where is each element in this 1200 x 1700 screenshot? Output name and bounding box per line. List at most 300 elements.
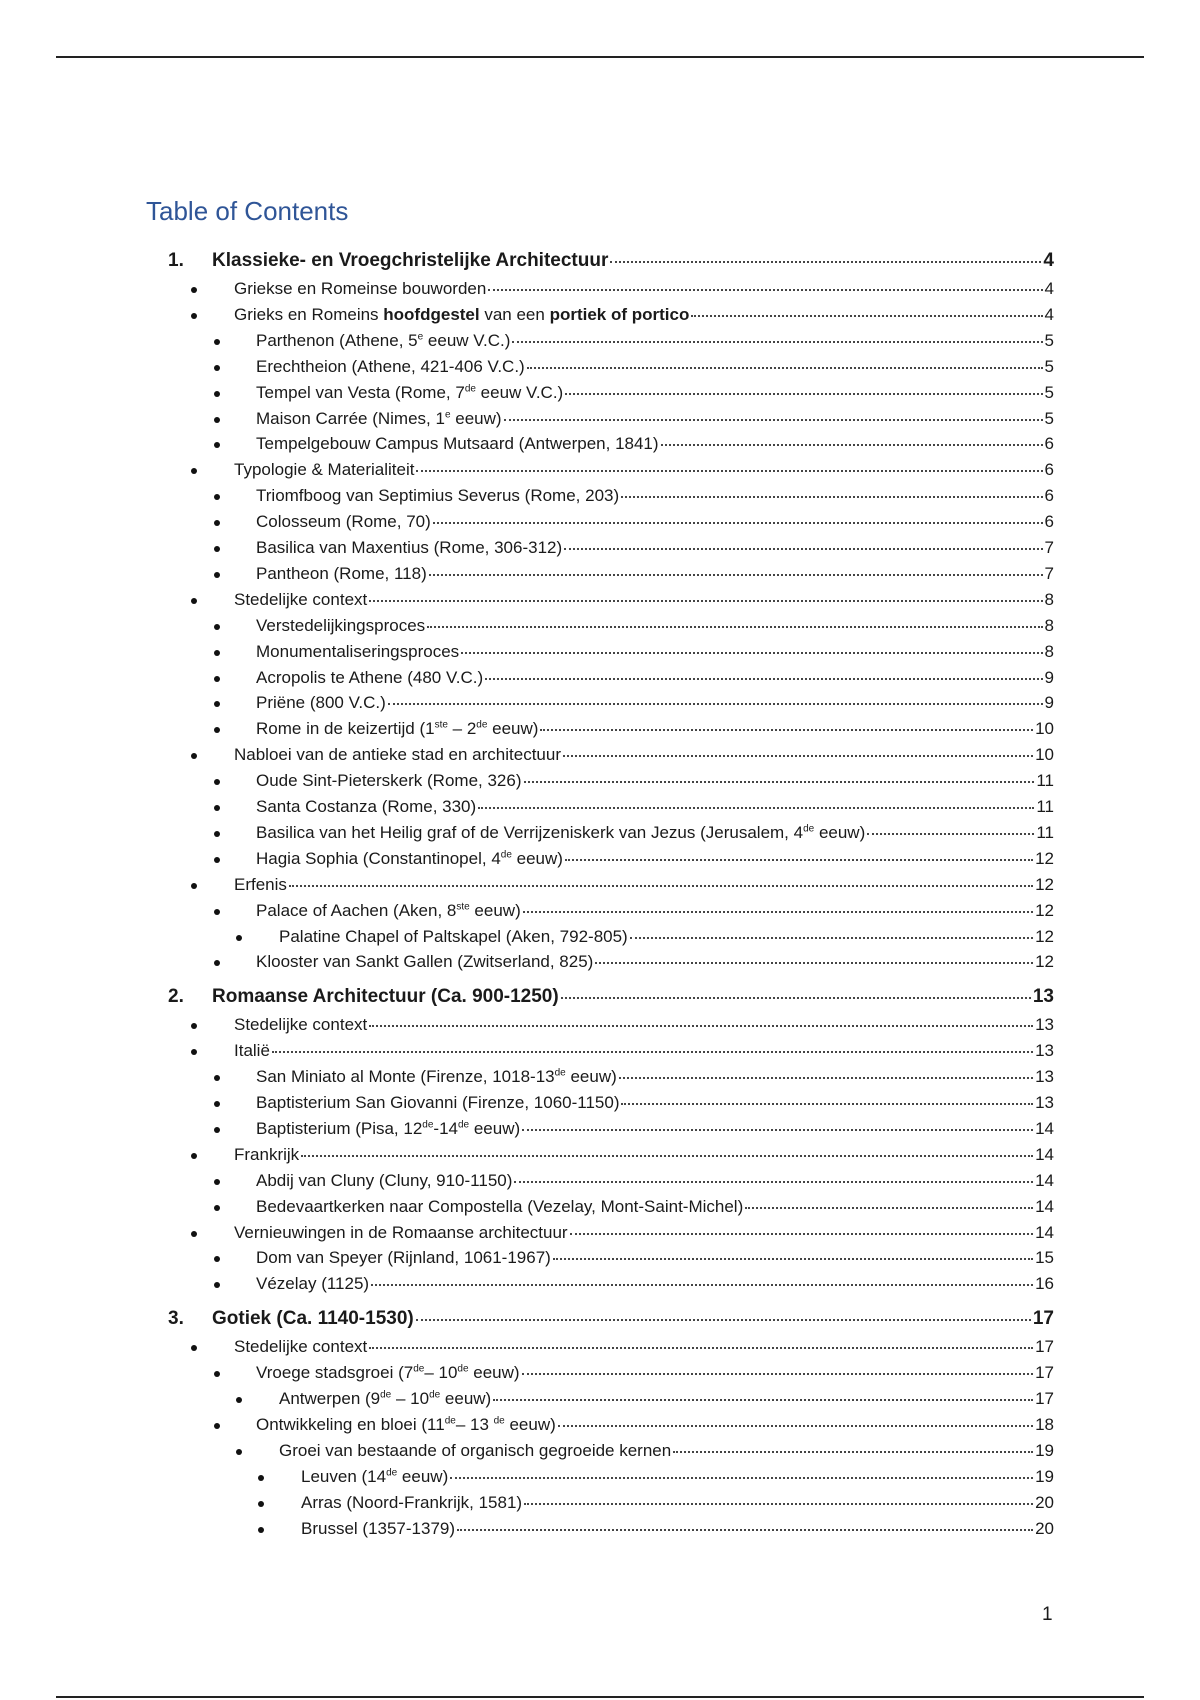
toc-entry-label: [234, 874, 287, 896]
dot-leader: [673, 1451, 1033, 1453]
dot-leader: [488, 289, 1042, 291]
superscript: de: [493, 1415, 505, 1427]
text-run: eeuw): [469, 900, 521, 920]
toc-entry[interactable]: [256, 537, 1054, 559]
toc-entry[interactable]: [234, 1336, 1054, 1358]
text-run: Acropolis te Athene (480 V.C.): [256, 667, 484, 687]
bullet-icon: [214, 1282, 220, 1288]
dot-leader: [524, 781, 1035, 783]
superscript: ste: [434, 719, 448, 731]
text-run: Italië: [234, 1041, 270, 1061]
dot-leader: [504, 419, 1043, 421]
text-run: Rome in de keizertijd (1: [256, 719, 435, 739]
text-run: Baptisterium San Giovanni (Firenze, 1060-1150): [256, 1093, 620, 1112]
dot-leader: [745, 1207, 1033, 1209]
toc-page-number: 13: [1035, 1067, 1054, 1087]
toc-entry-label: [256, 356, 525, 378]
toc-page-number: 6: [1044, 512, 1054, 532]
superscript: de: [386, 1467, 398, 1479]
dot-leader: [523, 911, 1033, 913]
dot-leader: [540, 729, 1033, 731]
toc-entry-label: [256, 900, 521, 922]
toc-title: Table of Contents: [146, 196, 349, 226]
bullet-icon: [214, 365, 220, 371]
toc-page-number: 5: [1044, 330, 1054, 350]
toc-page-number: 17: [1035, 1337, 1054, 1357]
bullet-icon: [214, 1101, 220, 1107]
text-run: Oude Sint-Pieterskerk (Rome, 326): [256, 771, 522, 791]
toc-entry[interactable]: [256, 382, 1054, 404]
toc-entry[interactable]: [234, 1144, 1054, 1166]
toc-entry-label: [234, 589, 367, 611]
text-run: Priëne (800 V.C.): [256, 693, 386, 713]
bullet-icon: [214, 831, 220, 837]
dot-leader: [524, 1503, 1033, 1505]
bullet-icon: [191, 1049, 197, 1055]
bullet-icon: [191, 313, 197, 319]
text-run: Frankrijk: [234, 1144, 300, 1164]
dot-leader: [621, 496, 1042, 498]
dot-leader: [369, 1347, 1033, 1349]
bullet-icon: [191, 1345, 197, 1351]
bullet-icon: [214, 417, 220, 423]
text-run: Stedelijke context: [234, 1015, 368, 1035]
dot-leader: [289, 885, 1033, 887]
toc-page-number: 14: [1035, 1196, 1054, 1216]
toc-entry[interactable]: [256, 1092, 1054, 1114]
bullet-icon: [191, 468, 197, 474]
toc-entry[interactable]: [256, 408, 1054, 430]
toc-page-number: 15: [1035, 1248, 1054, 1268]
toc-entry[interactable]: [279, 1440, 1054, 1462]
text-run: eeuw V.C.): [475, 382, 564, 402]
bullet-icon: [214, 1205, 220, 1211]
text-run: – 13: [455, 1414, 494, 1434]
text-run: Palace of Aachen (Aken, 8: [256, 900, 457, 920]
toc-entry-label: [279, 1440, 671, 1462]
dot-leader: [450, 1477, 1033, 1479]
toc-page-number: 16: [1035, 1274, 1054, 1294]
toc-entry[interactable]: [234, 589, 1054, 611]
toc-page-number: 17: [1032, 1308, 1054, 1330]
toc-entry-label: [301, 1518, 455, 1540]
toc-page-number: 12: [1035, 900, 1054, 920]
text-run: Antwerpen (9: [279, 1389, 381, 1408]
toc-page-number: 13: [1032, 986, 1054, 1008]
dot-leader: [595, 962, 1033, 964]
text-run: Vernieuwingen in de Romaanse architectuur: [234, 1222, 568, 1242]
toc-entry-label: [212, 250, 608, 272]
superscript: de: [476, 719, 488, 731]
toc-entry-label: [256, 330, 510, 352]
bullet-icon: [191, 753, 197, 759]
dot-leader: [522, 1129, 1033, 1131]
toc-entry[interactable]: [301, 1492, 1054, 1514]
toc-entry[interactable]: [256, 770, 1054, 792]
toc-entry[interactable]: [256, 511, 1054, 533]
text-run: Griekse en Romeinse bouworden: [234, 279, 487, 298]
bullet-icon: [214, 494, 220, 500]
toc-page-number: 8: [1044, 615, 1054, 635]
text-run: eeuw): [487, 719, 539, 739]
toc-entry[interactable]: [234, 1040, 1054, 1062]
text-run: Nabloei van de antieke stad en architectuur: [234, 745, 561, 765]
toc-page-number: 4: [1043, 250, 1054, 271]
text-run: Erfenis: [234, 874, 287, 894]
text-run: Pantheon (Rome, 118): [256, 563, 427, 583]
toc-entry[interactable]: [234, 874, 1054, 896]
text-run: Bedevaartkerken naar Compostella (Vezelay, Mont-Saint-Michel): [256, 1196, 744, 1216]
toc-entry[interactable]: [301, 1518, 1054, 1540]
bullet-icon: [191, 883, 197, 889]
toc-page-number: 10: [1035, 745, 1054, 765]
superscript: de: [500, 849, 512, 861]
toc-entry-label: [256, 1196, 743, 1218]
dot-leader: [570, 1233, 1033, 1235]
toc-chapter[interactable]: [168, 986, 1054, 1008]
toc-entry[interactable]: [256, 848, 1054, 870]
toc-entry[interactable]: [256, 822, 1054, 844]
toc-page-number: 18: [1035, 1414, 1054, 1434]
toc-entry[interactable]: [234, 459, 1054, 481]
bullet-icon: [214, 676, 220, 682]
toc-page-number: 20: [1035, 1492, 1054, 1512]
dot-leader: [565, 859, 1033, 861]
toc-entry[interactable]: [256, 1247, 1054, 1269]
toc-entry-label: [256, 1092, 619, 1114]
toc-entry-label: [256, 1247, 551, 1269]
dot-leader: [371, 1284, 1033, 1286]
chapter-number: 3.: [168, 1308, 184, 1330]
superscript: de: [457, 1363, 469, 1375]
toc-page-number: 5: [1044, 408, 1054, 428]
text-run: Klooster van Sankt Gallen (Zwitserland, 825): [256, 952, 594, 972]
dot-leader: [553, 1258, 1033, 1260]
toc-entry-label: [256, 485, 619, 507]
text-run: Leuven (14: [301, 1466, 387, 1486]
chapter-number: 1.: [168, 250, 184, 271]
toc-entry[interactable]: [256, 330, 1054, 352]
text-run: -14: [433, 1118, 458, 1138]
toc-entry[interactable]: [234, 304, 1054, 326]
text-run: – 10: [424, 1363, 458, 1383]
toc-page-number: 14: [1035, 1222, 1054, 1242]
text-run: Palatine Chapel of Paltskapel (Aken, 792-805): [279, 926, 628, 946]
toc-entry[interactable]: [256, 641, 1054, 663]
toc-page-number: 13: [1035, 1093, 1054, 1112]
text-run: San Miniato al Monte (Firenze, 1018-13: [256, 1067, 555, 1087]
toc-entry-label: [234, 1336, 367, 1358]
toc-entry[interactable]: [256, 615, 1054, 637]
bullet-icon: [258, 1475, 264, 1481]
text-run: – 2: [447, 719, 477, 739]
toc-entry[interactable]: [301, 1466, 1054, 1488]
bullet-icon: [214, 1127, 220, 1133]
text-run: Abdij van Cluny (Cluny, 910-1150): [256, 1170, 513, 1190]
bullet-icon: [214, 1075, 220, 1081]
text-run: eeuw): [450, 408, 502, 428]
toc-page-number: 5: [1044, 382, 1054, 402]
bullet-icon: [214, 572, 220, 578]
toc-page-number: 6: [1044, 486, 1054, 506]
text-run: Stedelijke context: [234, 1337, 368, 1357]
toc-page-number: 4: [1044, 304, 1054, 324]
toc-page-number: 7: [1044, 563, 1054, 583]
toc-entry-label: [256, 1414, 556, 1436]
toc-page-number: 14: [1035, 1118, 1054, 1138]
toc-entry-label: [279, 1388, 491, 1410]
dot-leader: [369, 1025, 1033, 1027]
bullet-icon: [214, 779, 220, 785]
toc-page-number: 10: [1035, 719, 1054, 739]
text-run: Typologie & Materialiteit: [234, 460, 415, 480]
toc-page-number: 12: [1035, 848, 1054, 868]
toc-entry[interactable]: [234, 1014, 1054, 1036]
superscript: de: [458, 1119, 470, 1131]
toc-page-number: 11: [1036, 771, 1054, 791]
toc-entry-label: [234, 1040, 270, 1062]
bullet-icon: [214, 624, 220, 630]
bullet-icon: [214, 727, 220, 733]
toc-entry-label: [256, 770, 522, 792]
text-run: Gotiek (Ca. 1140-1530): [212, 1308, 414, 1330]
superscript: de: [413, 1363, 425, 1375]
toc-entry[interactable]: [256, 563, 1054, 585]
dot-leader: [691, 315, 1042, 317]
bullet-icon: [214, 857, 220, 863]
toc-page-number: 7: [1044, 538, 1054, 557]
toc-entry[interactable]: [234, 278, 1054, 300]
toc-entry[interactable]: [256, 900, 1054, 922]
toc-entry[interactable]: [256, 796, 1054, 818]
text-run: Baptisterium (Pisa, 12: [256, 1118, 423, 1138]
superscript: de: [422, 1119, 434, 1131]
toc-page-number: 8: [1044, 641, 1054, 661]
text-run: Basilica van Maxentius (Rome, 306-312): [256, 538, 563, 557]
text-run: eeuw): [565, 1067, 617, 1087]
dot-leader: [661, 444, 1043, 446]
toc-page-number: 9: [1044, 667, 1054, 687]
bullet-icon: [236, 935, 242, 941]
text-run: van een: [479, 304, 550, 324]
toc-entry[interactable]: [256, 951, 1054, 973]
toc-entry[interactable]: [256, 485, 1054, 507]
dot-leader: [429, 574, 1043, 576]
bold-term: hoofdgestel: [383, 304, 480, 324]
dot-leader: [457, 1529, 1033, 1531]
toc-entry[interactable]: [256, 1362, 1054, 1384]
toc-entry[interactable]: [256, 1196, 1054, 1218]
bullet-icon: [214, 650, 220, 656]
toc-entry-label: [256, 382, 563, 404]
toc-entry-label: [234, 304, 689, 326]
toc-entry[interactable]: [256, 1066, 1054, 1088]
toc-page-number: 11: [1036, 797, 1054, 816]
dot-leader: [867, 833, 1034, 835]
dot-leader: [433, 522, 1043, 524]
toc-page-number: 14: [1035, 1170, 1054, 1190]
bullet-icon: [191, 598, 197, 604]
dot-leader: [272, 1051, 1033, 1053]
bullet-icon: [214, 546, 220, 552]
text-run: Santa Costanza (Rome, 330): [256, 797, 477, 816]
bullet-icon: [191, 1231, 197, 1237]
toc-entry[interactable]: [256, 667, 1054, 689]
toc-entry[interactable]: [256, 1118, 1054, 1140]
dot-leader: [369, 600, 1042, 602]
bullet-icon: [236, 1397, 242, 1403]
dot-leader: [478, 807, 1034, 809]
toc-page-number: 17: [1035, 1389, 1054, 1408]
bullet-icon: [214, 442, 220, 448]
text-run: Stedelijke context: [234, 589, 368, 609]
toc-page-number: 19: [1035, 1466, 1054, 1486]
text-run: Triomfboog van Septimius Severus (Rome, 203): [256, 486, 620, 506]
text-run: Colosseum (Rome, 70): [256, 512, 431, 532]
toc-page-number: 12: [1035, 874, 1054, 894]
toc-entry[interactable]: [279, 926, 1054, 948]
dot-leader: [416, 470, 1042, 472]
toc-page-number: 5: [1044, 356, 1054, 376]
toc-page-number: 13: [1035, 1041, 1054, 1061]
toc-chapter[interactable]: [168, 250, 1054, 272]
dot-leader: [565, 393, 1042, 395]
toc-entry-label: [301, 1466, 448, 1488]
toc-entry-label: [256, 1362, 520, 1384]
bullet-icon: [258, 1527, 264, 1533]
toc-entry-label: [234, 744, 561, 766]
dot-leader: [610, 261, 1041, 263]
superscript: de: [429, 1389, 441, 1401]
toc-entry[interactable]: [256, 433, 1054, 455]
toc-entry[interactable]: [234, 744, 1054, 766]
text-run: eeuw): [469, 1118, 521, 1138]
dot-leader: [621, 1103, 1033, 1105]
text-run: Klassieke- en Vroegchristelijke Architectuur: [212, 250, 609, 271]
bullet-icon: [236, 1449, 242, 1455]
dot-leader: [527, 367, 1043, 369]
dot-leader: [493, 1399, 1033, 1401]
bullet-icon: [191, 1023, 197, 1029]
bullet-icon: [214, 339, 220, 345]
toc-entry-label: [256, 641, 459, 663]
toc-entry-label: [212, 1308, 414, 1330]
toc-entry-label: [256, 1118, 520, 1140]
superscript: ste: [456, 900, 470, 912]
text-run: eeuw): [440, 1389, 492, 1408]
toc-entry[interactable]: [234, 1222, 1054, 1244]
toc-entry[interactable]: [256, 1170, 1054, 1192]
dot-leader: [388, 703, 1043, 705]
toc-entry-label: [256, 563, 427, 585]
toc-page-number: 19: [1035, 1440, 1054, 1460]
toc-page-number: 20: [1035, 1518, 1054, 1538]
superscript: e: [444, 408, 451, 420]
bullet-icon: [214, 1371, 220, 1377]
dot-leader: [564, 548, 1042, 550]
dot-leader: [301, 1155, 1033, 1157]
bullet-icon: [258, 1501, 264, 1507]
toc-chapter[interactable]: [168, 1308, 1054, 1330]
toc-entry-label: [256, 822, 865, 844]
toc-entry-label: [256, 408, 502, 430]
toc-entry-label: [256, 433, 659, 455]
text-run: Grieks en Romeins: [234, 304, 384, 324]
dot-leader: [485, 678, 1042, 680]
text-run: Ontwikkeling en bloei (11: [256, 1414, 445, 1434]
text-run: Maison Carrée (Nimes, 1: [256, 408, 445, 428]
dot-leader: [461, 652, 1042, 654]
toc-page-number: 12: [1035, 952, 1054, 972]
toc-entry-label: [256, 796, 476, 818]
chapter-number: 2.: [168, 986, 184, 1008]
dot-leader: [558, 1425, 1033, 1427]
text-run: eeuw): [814, 822, 866, 842]
bullet-icon: [214, 960, 220, 966]
toc-entry[interactable]: [256, 356, 1054, 378]
bold-term: portiek of portico: [549, 304, 690, 324]
text-run: Vroege stadsgroei (7: [256, 1363, 414, 1383]
toc-entry[interactable]: [256, 718, 1054, 740]
toc-entry-label: [256, 951, 593, 973]
bullet-icon: [214, 1256, 220, 1262]
text-run: Hagia Sophia (Constantinopel, 4: [256, 848, 501, 868]
text-run: Romaanse Architectuur (Ca. 900-1250): [212, 986, 559, 1008]
toc-entry-label: [234, 1014, 367, 1036]
toc-page-number: 13: [1035, 1015, 1054, 1035]
bullet-icon: [214, 909, 220, 915]
dot-leader: [522, 1373, 1034, 1375]
text-run: Verstedelijkingsproces: [256, 615, 426, 635]
toc-entry[interactable]: [279, 1388, 1054, 1410]
toc-entry[interactable]: [256, 1414, 1054, 1436]
toc-entry-label: [256, 718, 538, 740]
text-run: Dom van Speyer (Rijnland, 1061-1967): [256, 1248, 551, 1268]
bullet-icon: [214, 805, 220, 811]
toc-page-number: 12: [1035, 926, 1054, 946]
dot-leader: [619, 1077, 1033, 1079]
dot-leader: [561, 997, 1031, 999]
toc-page-number: 4: [1044, 279, 1054, 298]
text-run: Basilica van het Heilig graf of de Verrijzeniskerk van Jezus (Jerusalem, 4: [256, 822, 804, 842]
toc-entry[interactable]: [256, 1273, 1054, 1295]
toc-page-number: 8: [1044, 589, 1054, 609]
dot-leader: [514, 1181, 1033, 1183]
text-run: Vézelay (1125): [256, 1274, 370, 1294]
toc-entry-label: [234, 278, 486, 300]
text-run: eeuw): [504, 1414, 556, 1434]
text-run: eeuw): [511, 848, 563, 868]
dot-leader: [427, 626, 1042, 628]
bullet-icon: [214, 520, 220, 526]
toc-page-number: 17: [1035, 1363, 1054, 1383]
toc-entry-label: [256, 511, 431, 533]
superscript: de: [464, 382, 476, 394]
toc-entry[interactable]: [256, 692, 1054, 714]
text-run: Arras (Noord-Frankrijk, 1581): [301, 1492, 523, 1512]
toc-page-number: 9: [1044, 693, 1054, 713]
toc-entry-label: [234, 459, 414, 481]
toc-page-number: 6: [1044, 460, 1054, 480]
bullet-icon: [214, 701, 220, 707]
toc-entry-label: [256, 537, 562, 559]
footer-rule: [56, 1696, 1144, 1698]
toc-entry-label: [279, 926, 628, 948]
toc-entry-label: [212, 986, 559, 1008]
toc-entry-label: [256, 692, 386, 714]
bullet-icon: [214, 391, 220, 397]
dot-leader: [512, 341, 1042, 343]
